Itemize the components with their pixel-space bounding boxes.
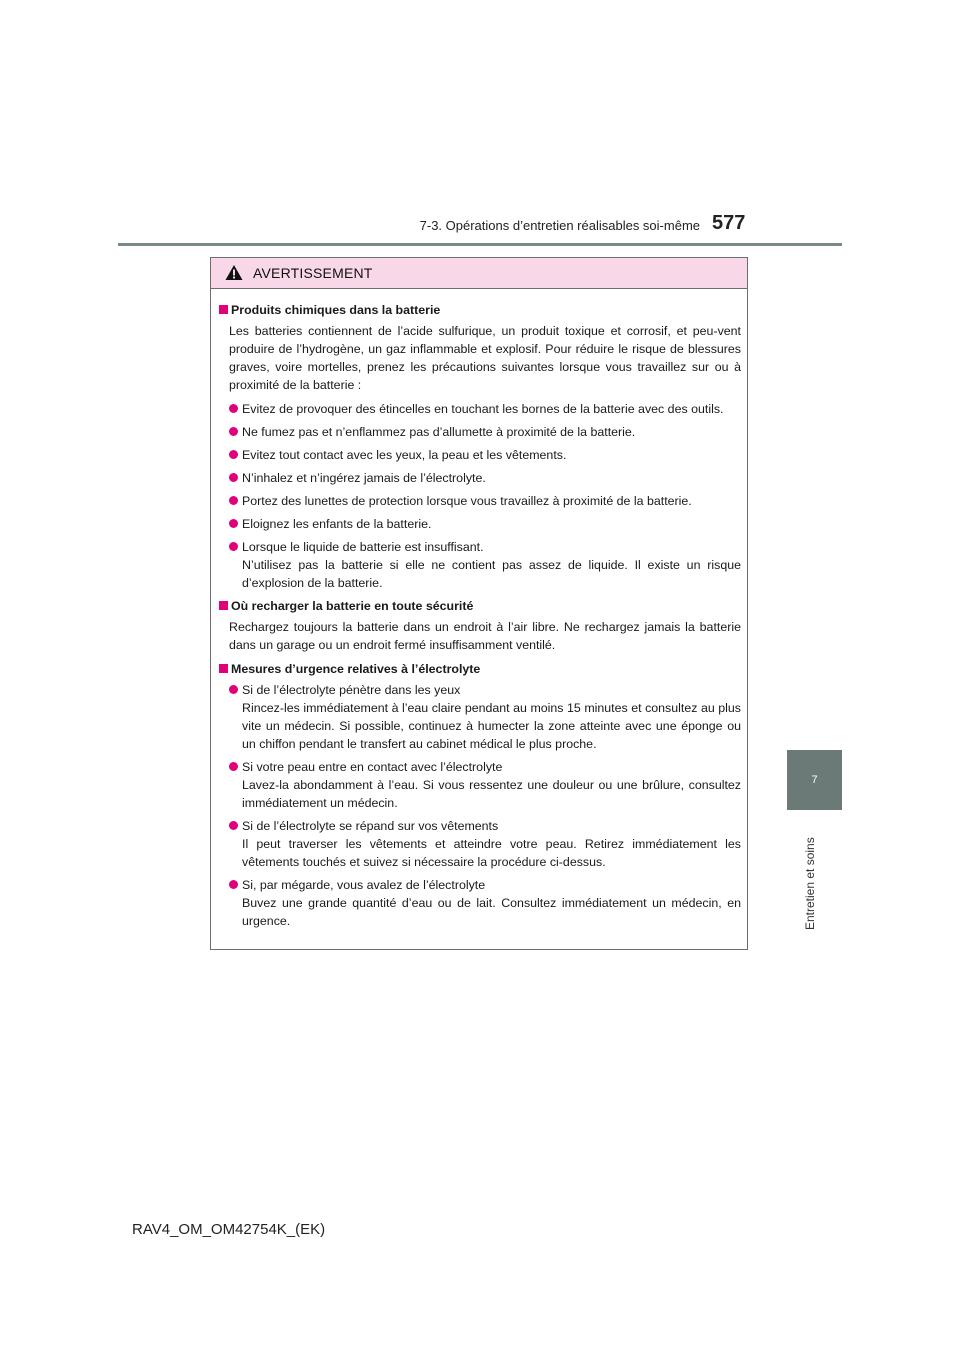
list-item: N’inhalez et n’ingérez jamais de l’électrolyte. bbox=[229, 469, 741, 487]
section-paragraph: Les batteries contiennent de l’acide sulfurique, un produit toxique et corrosif, et peu-vent produire de l’hydrogène, un gaz inflammable et explosif. Pour réduire le risque de blessures graves, voire mortelles, prenez les précautions suivantes lorsque vous travaillez sur ou à proximité de la batterie : bbox=[229, 324, 741, 392]
list-item: Evitez de provoquer des étincelles en touchant les bornes de la batterie avec des outils. bbox=[229, 400, 741, 418]
section-safe-charging bbox=[219, 597, 741, 654]
list-item: Evitez tout contact avec les yeux, la peau et les vêtements. bbox=[229, 446, 741, 464]
list-item: Eloignez les enfants de la batterie. bbox=[229, 515, 741, 533]
chapter-label-text: Entretien et soins bbox=[803, 837, 817, 930]
section-title: Produits chimiques dans la batterie bbox=[219, 301, 741, 319]
header-rule bbox=[118, 243, 842, 246]
list-item: Si de l’électrolyte se répand sur vos vêtements Il peut traverser les vêtements et atteindre votre peau. Retirez immédiatement les vêtements touchés et suivez si nécessaire la procédure ci-dessus. bbox=[229, 817, 741, 871]
list-item: Si, par mégarde, vous avalez de l’électrolyte Buvez une grande quantité d’eau ou de lait. Consultez immédiatement un médecin, en urgence. bbox=[229, 876, 741, 930]
page-number: 577 bbox=[712, 212, 746, 234]
section-chemicals bbox=[219, 301, 741, 592]
warning-body bbox=[211, 289, 747, 930]
section-title: Mesures d’urgence relatives à l’électrolyte bbox=[219, 660, 741, 678]
header-section-title: 7-3. Opérations d’entretien réalisables soi-même bbox=[419, 218, 700, 233]
warning-box bbox=[210, 257, 748, 950]
list-item: Portez des lunettes de protection lorsque vous travaillez à proximité de la batterie. bbox=[229, 492, 741, 510]
chapter-tab[interactable]: 7 bbox=[787, 750, 842, 810]
warning-title: AVERTISSEMENT bbox=[253, 265, 373, 281]
list-item: Lorsque le liquide de batterie est insuffisant. N’utilisez pas la batterie si elle ne contient pas assez de liquide. Il existe un risque d’explosion de la batterie. bbox=[229, 538, 741, 592]
section-title: Où recharger la batterie en toute sécurité bbox=[219, 597, 741, 615]
section-emergency bbox=[219, 660, 741, 930]
chapter-label bbox=[800, 820, 820, 930]
list-item: Si de l’électrolyte pénètre dans les yeux Rincez-les immédiatement à l’eau claire pendant au moins 15 minutes et consultez au plus vite un médecin. Si possible, continuez à humecter la zone atteinte avec une éponge ou un chiffon pendant le transfert au cabinet médical le plus proche. bbox=[229, 681, 741, 753]
list-item: Ne fumez pas et n’enflammez pas d’allumette à proximité de la batterie. bbox=[229, 423, 741, 441]
list-item: Si votre peau entre en contact avec l’électrolyte Lavez-la abondamment à l’eau. Si vous ressentez une douleur ou une brûlure, consultez immédiatement un médecin. bbox=[229, 758, 741, 812]
warning-header bbox=[211, 258, 747, 289]
warning-triangle-icon bbox=[225, 264, 243, 281]
footer-code: RAV4_OM_OM42754K_(EK) bbox=[132, 1221, 326, 1238]
section-paragraph: Rechargez toujours la batterie dans un endroit à l’air libre. Ne rechargez jamais la batterie dans un garage ou un endroit fermé insuffisamment ventilé. bbox=[229, 620, 741, 652]
